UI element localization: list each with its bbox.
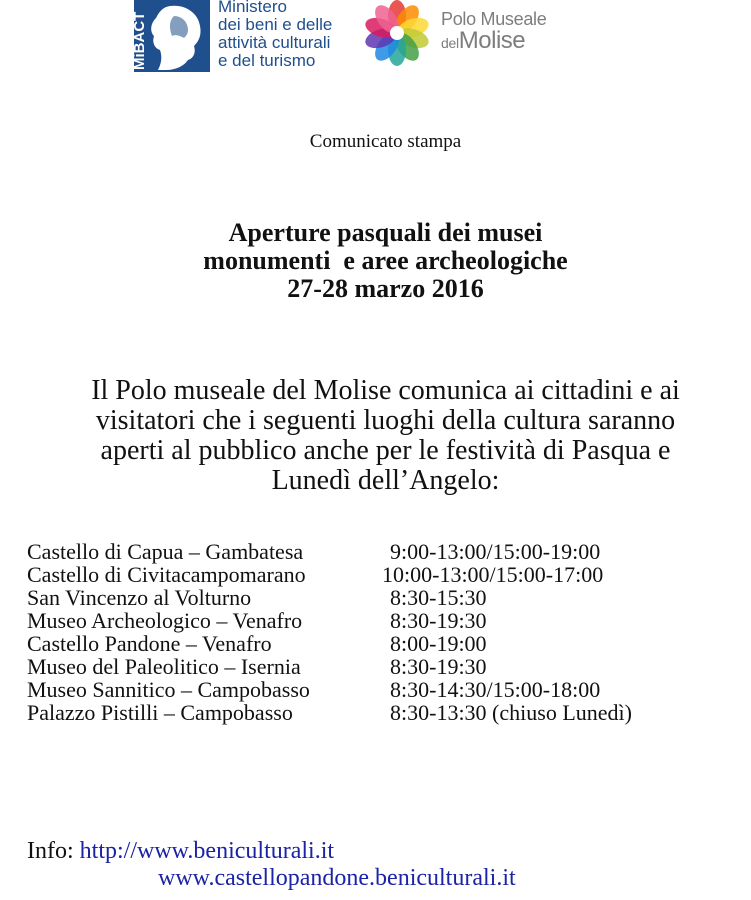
polo-museale-name xyxy=(441,10,546,56)
schedule-place: Museo Sannitico – Campobasso xyxy=(27,677,310,702)
flower-petals-icon xyxy=(362,0,432,66)
mibact-name: Ministero dei beni e delle attività culturali e del turismo xyxy=(218,0,333,70)
beniculturali-link[interactable]: http://www.beniculturali.it xyxy=(79,838,335,864)
schedule-row xyxy=(27,609,730,632)
schedule-hours: 8:30-15:30 xyxy=(390,585,487,610)
opening-hours-list xyxy=(27,540,730,724)
schedule-place: Castello di Capua – Gambatesa xyxy=(27,539,304,564)
press-release-intro: Il Polo museale del Molise comunica ai cittadini e ai visitatori che i seguenti luoghi della cultura saranno aperti al pubblico anche per le festività di Pasqua e Lunedì dell’Angelo: xyxy=(91,375,680,496)
schedule-place: Castello di Civitacampomarano xyxy=(27,562,306,587)
schedule-place: Museo del Paleolitico – Isernia xyxy=(27,654,301,679)
schedule-hours: 10:00-13:00/15:00-17:00 xyxy=(382,562,604,587)
schedule-place: Museo Archeologico – Venafro xyxy=(27,608,303,633)
polo-name-line1: Polo Museale xyxy=(441,9,547,29)
polo-name-main: Molise xyxy=(458,27,526,54)
schedule-row xyxy=(27,540,730,563)
schedule-row xyxy=(27,655,730,678)
polo-name-line2 xyxy=(441,28,546,56)
schedule-row xyxy=(27,632,730,655)
schedule-row xyxy=(27,701,730,724)
schedule-hours: 8:00-19:00 xyxy=(390,631,487,656)
info-label: Info: xyxy=(27,838,74,864)
schedule-hours: 9:00-13:00/15:00-19:00 xyxy=(390,539,601,564)
schedule-row xyxy=(27,563,730,586)
castellopandone-link[interactable]: www.castellopandone.beniculturali.it xyxy=(158,865,516,891)
schedule-place: San Vincenzo al Volturno xyxy=(27,585,252,610)
press-release-label: Comunicato stampa xyxy=(309,131,462,152)
schedule-hours: 8:30-13:30 (chiuso Lunedì) xyxy=(390,700,632,725)
polo-museale-logo xyxy=(362,0,432,66)
schedule-hours: 8:30-19:30 xyxy=(390,608,487,633)
mibact-emblem-icon xyxy=(131,0,210,72)
schedule-place: Palazzo Pistilli – Campobasso xyxy=(27,700,293,725)
schedule-hours: 8:30-19:30 xyxy=(390,654,487,679)
polo-name-prefix: del xyxy=(441,35,459,51)
info-section xyxy=(27,838,516,892)
schedule-row xyxy=(27,586,730,609)
schedule-place: Castello Pandone – Venafro xyxy=(27,631,272,656)
schedule-hours: 8:30-14:30/15:00-18:00 xyxy=(390,677,601,702)
mibact-side-label: MiBACT xyxy=(131,11,148,70)
press-release-title: Aperture pasquali dei musei monumenti e aree archeologiche 27-28 marzo 2016 xyxy=(203,218,568,303)
schedule-row xyxy=(27,678,730,701)
mibact-logo xyxy=(131,0,210,72)
